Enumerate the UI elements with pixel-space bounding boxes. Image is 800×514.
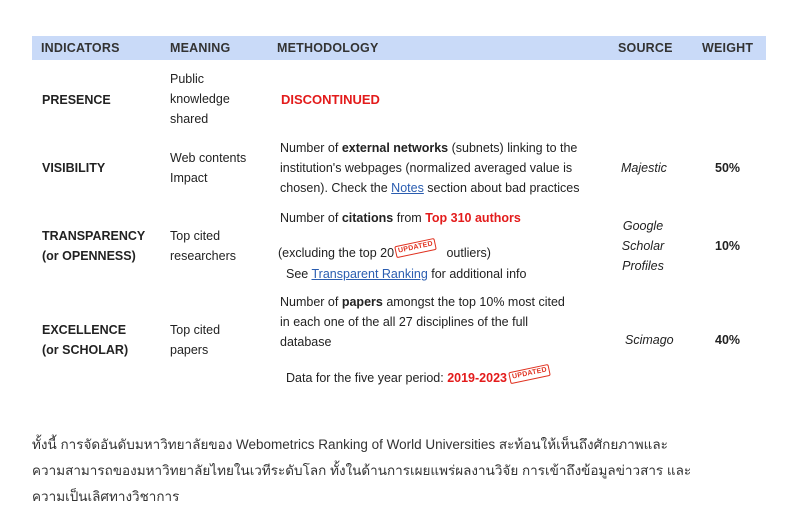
methodology-line: database bbox=[280, 335, 332, 349]
table-header-row bbox=[32, 36, 766, 60]
top-authors-highlight: Top 310 authors bbox=[425, 211, 521, 225]
methodology-excellence-period bbox=[286, 368, 550, 388]
text-bold: citations bbox=[341, 211, 394, 225]
meaning-line: Web contents bbox=[170, 151, 247, 165]
methodology-line: in each one of the all 27 disciplines of the full bbox=[280, 315, 529, 329]
meaning-line: shared bbox=[170, 112, 209, 126]
text: Data for the five year period: bbox=[286, 371, 448, 385]
weight-visibility: 50% bbox=[715, 161, 741, 175]
header-methodology: METHODOLOGY bbox=[277, 41, 379, 55]
notes-link[interactable]: Notes bbox=[391, 181, 424, 195]
meaning-line: researchers bbox=[170, 249, 236, 263]
header-weight: WEIGHT bbox=[702, 41, 754, 55]
meaning-line: knowledge bbox=[170, 92, 230, 106]
source-transparency bbox=[618, 216, 668, 276]
text: from bbox=[393, 211, 426, 225]
source-line: Google bbox=[622, 219, 664, 233]
weight-transparency: 10% bbox=[715, 239, 741, 253]
text: See bbox=[286, 267, 312, 281]
source-excellence: Scimago bbox=[625, 333, 674, 347]
text: chosen). Check the bbox=[280, 181, 392, 195]
meaning-visibility bbox=[170, 148, 246, 188]
indicator-line: EXCELLENCE bbox=[42, 323, 127, 337]
source-visibility: Majestic bbox=[621, 161, 667, 175]
indicator-presence: PRESENCE bbox=[42, 93, 111, 107]
meaning-line: papers bbox=[170, 343, 209, 357]
source-line: Scholar bbox=[621, 239, 665, 253]
meaning-line: Top cited bbox=[170, 229, 221, 243]
text-bold: papers bbox=[341, 295, 383, 309]
text: (subnets) linking to the bbox=[448, 141, 578, 155]
methodology-line bbox=[280, 178, 620, 198]
meaning-excellence bbox=[170, 320, 220, 360]
transparent-ranking-link[interactable]: Transparent Ranking bbox=[311, 267, 428, 281]
methodology-line bbox=[280, 292, 620, 312]
methodology-excellence bbox=[280, 292, 620, 352]
meaning-line: Public bbox=[170, 72, 205, 86]
text: Number of bbox=[280, 295, 342, 309]
paragraph-line: ความสามารถของมหาวิทยาลัยไทยในเวทีระดับโลก ทั้งในด้านการเผยแพร่ผลงานวิจัย การเข้าถึงข้อมูลข่าวสาร และ bbox=[32, 463, 692, 478]
thai-summary-paragraph bbox=[32, 432, 772, 510]
paragraph-line: ความเป็นเลิศทางวิชาการ bbox=[32, 489, 180, 504]
text: amongst the top 10% most cited bbox=[382, 295, 565, 309]
indicator-visibility: VISIBILITY bbox=[42, 161, 106, 175]
period-highlight: 2019-2023 bbox=[447, 371, 507, 385]
updated-stamp: UPDATED bbox=[508, 364, 551, 384]
weight-excellence: 40% bbox=[715, 333, 741, 347]
methodology-transparency-line3 bbox=[286, 264, 526, 284]
meaning-line: Impact bbox=[170, 171, 208, 185]
updated-stamp: UPDATED bbox=[394, 238, 437, 258]
meaning-transparency bbox=[170, 226, 236, 266]
header-source: SOURCE bbox=[618, 41, 673, 55]
header-indicators: INDICATORS bbox=[41, 41, 120, 55]
meaning-presence bbox=[170, 69, 230, 129]
source-line: Profiles bbox=[622, 259, 664, 273]
text: Number of bbox=[280, 211, 342, 225]
text: for additional info bbox=[427, 267, 527, 281]
indicator-line: TRANSPARENCY bbox=[42, 229, 146, 243]
text-bold: external networks bbox=[341, 141, 449, 155]
text: outliers) bbox=[446, 246, 491, 260]
meaning-line: Top cited bbox=[170, 323, 221, 337]
text: Number of bbox=[280, 141, 342, 155]
indicator-transparency bbox=[42, 226, 145, 266]
methodology-transparency-line1 bbox=[280, 208, 521, 228]
header-meaning: MEANING bbox=[170, 41, 231, 55]
methodology-visibility bbox=[280, 138, 620, 198]
indicator-line: (or OPENNESS) bbox=[42, 249, 136, 263]
text: (excluding the top 20 bbox=[278, 246, 395, 260]
methodology-transparency-line2 bbox=[278, 240, 491, 263]
methodology-line: institution's webpages (normalized averaged value is bbox=[280, 161, 573, 175]
text: section about bad practices bbox=[423, 181, 580, 195]
methodology-presence-discontinued: DISCONTINUED bbox=[281, 92, 380, 107]
indicator-line: (or SCHOLAR) bbox=[42, 343, 129, 357]
methodology-line bbox=[280, 138, 620, 158]
paragraph-line: ทั้งนี้ การจัดอันดับมหาวิทยาลัยของ Webometrics Ranking of World Universities สะท้อนให้เห็นถึงศักยภาพและ bbox=[32, 437, 668, 452]
indicator-excellence bbox=[42, 320, 128, 360]
